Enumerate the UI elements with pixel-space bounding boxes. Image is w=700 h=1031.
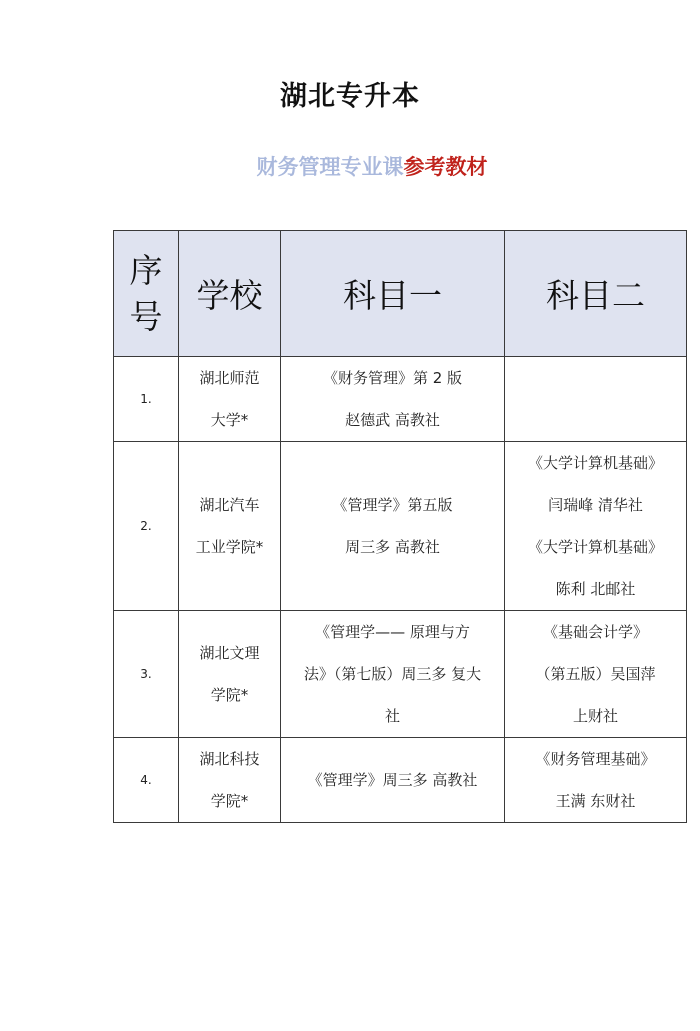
header-school: 学校 — [179, 231, 281, 357]
table-header-row — [114, 231, 687, 357]
school-line: 学院* — [210, 686, 249, 704]
table-row — [114, 611, 687, 738]
book-line: 陈利 北邮社 — [555, 580, 636, 598]
book-line: 《管理学》周三多 高教社 — [307, 771, 478, 789]
page-subtitle — [0, 151, 700, 181]
book-line: 社 — [384, 707, 400, 725]
page-title: 湖北专升本 — [280, 81, 420, 112]
header-subject-two: 科目二 — [505, 231, 687, 357]
row-index: 4. — [114, 738, 179, 823]
book-line: 周三多 高教社 — [345, 538, 440, 556]
school-line: 湖北汽车 — [199, 496, 260, 514]
school-line: 大学* — [210, 411, 249, 429]
book-line: 《管理学》第五版 — [332, 496, 453, 514]
book-line: 《大学计算机基础》 — [527, 454, 663, 472]
row-index: 2. — [114, 442, 179, 611]
school-line: 湖北师范 — [199, 369, 260, 387]
school-cell — [179, 738, 281, 823]
subject-two-cell — [505, 357, 687, 442]
textbook-table — [113, 230, 687, 823]
book-line: 上财社 — [572, 707, 618, 725]
subject-two-cell — [505, 442, 687, 611]
school-cell — [179, 611, 281, 738]
book-line: 赵德武 高教社 — [345, 411, 440, 429]
book-line: 《财务管理基础》 — [535, 750, 656, 768]
subtitle-reference-books: 参考教材 — [403, 155, 488, 179]
school-line: 湖北文理 — [199, 644, 260, 662]
subject-one-cell — [281, 357, 505, 442]
subject-two-cell — [505, 738, 687, 823]
subject-one-cell — [281, 442, 505, 611]
row-index: 1. — [114, 357, 179, 442]
school-cell — [179, 442, 281, 611]
book-line: 闫瑞峰 清华社 — [548, 496, 643, 514]
book-line: 《基础会计学》 — [542, 623, 648, 641]
subject-one-cell — [281, 611, 505, 738]
school-line: 工业学院* — [195, 538, 264, 556]
table-row — [114, 357, 687, 442]
school-line: 湖北科技 — [199, 750, 260, 768]
table-row — [114, 442, 687, 611]
book-line: （第五版）吴国萍 — [535, 665, 656, 683]
book-line: 《大学计算机基础》 — [527, 538, 663, 556]
header-subject-one: 科目一 — [281, 231, 505, 357]
book-line: 王满 东财社 — [555, 792, 636, 810]
book-line: 《财务管理》第 2 版 — [322, 369, 463, 387]
school-cell — [179, 357, 281, 442]
book-line: 法》（第七版）周三多 复大 — [303, 665, 482, 683]
subtitle-major: 财务管理专业课 — [256, 155, 404, 179]
row-index: 3. — [114, 611, 179, 738]
school-line: 学院* — [210, 792, 249, 810]
table-row — [114, 738, 687, 823]
subject-one-cell — [281, 738, 505, 823]
header-index: 序号 — [114, 231, 179, 357]
subject-two-cell — [505, 611, 687, 738]
book-line: 《管理学—— 原理与方 — [315, 623, 470, 641]
